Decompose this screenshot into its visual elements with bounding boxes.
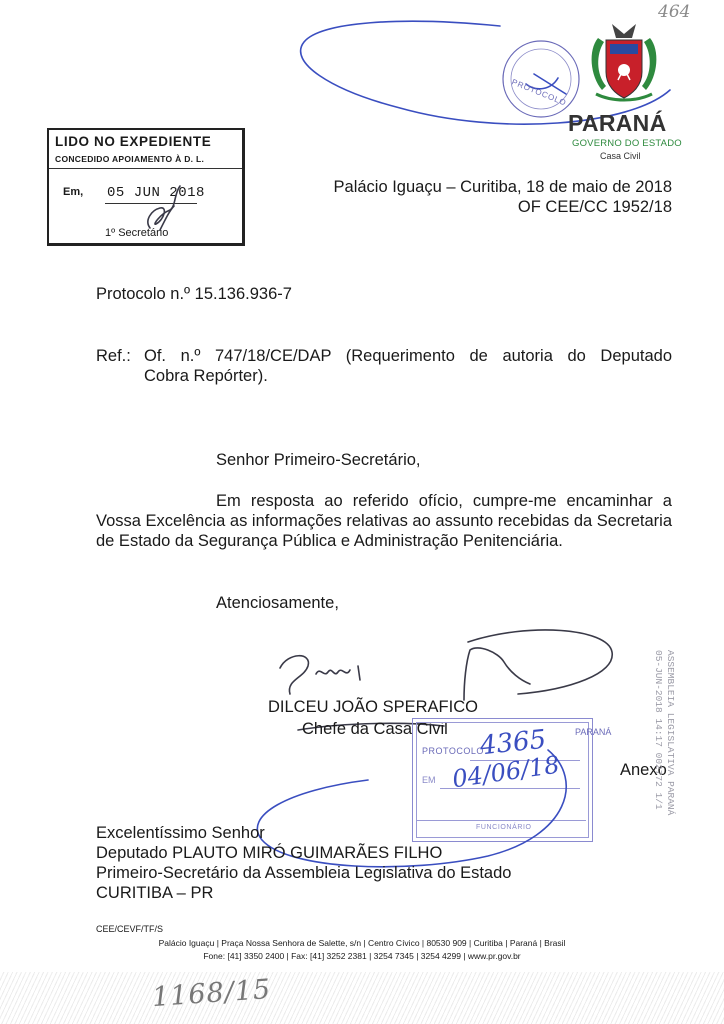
reference-label: Ref.: [96, 347, 131, 365]
recipient-salutation: Excelentíssimo Senhor [96, 824, 265, 842]
recipient-name: Deputado PLAUTO MIRÓ GUIMARÃES FILHO [96, 844, 443, 862]
lido-stamp-secretary: 1º Secretário [105, 227, 169, 239]
protocol-stamp-handwritten-date: 04/06/18 [450, 750, 562, 794]
footer-address: Palácio Iguaçu | Praça Nossa Senhora de Salette, s/n | Centro Cívico | 80530 909 | Curitiba | Paraná | Brasil [158, 938, 566, 948]
initials-signature [130, 180, 200, 240]
page-number-handwritten: 464 [658, 2, 691, 22]
brand-department: Casa Civil [600, 151, 641, 161]
coat-of-arms-icon [584, 20, 664, 106]
signatory-name: DILCEU JOÃO SPERAFICO [268, 698, 478, 716]
lido-stamp-date: 05 JUN 2018 [107, 185, 205, 201]
protocol-stamp-parana: PARANÁ [575, 727, 612, 737]
reference-text-line2: Cobra Repórter). [144, 367, 268, 385]
body-paragraph: Em resposta ao referido ofício, cumpre-me encaminhar a Vossa Excelência as informações relativas ao assunto recebidas da Secretaria de Estado da Segurança Pública e Administração Penitenciária. [96, 492, 672, 550]
signatory-title: Chefe da Casa Civil [302, 720, 448, 738]
lido-stamp-title: LIDO NO EXPEDIENTE [55, 134, 212, 149]
footer-code: CEE/CEVF/TF/S [96, 924, 164, 934]
annex: Anexo [620, 761, 667, 779]
recipient-title: Primeiro-Secretário da Assembleia Legislativa do Estado [96, 864, 512, 882]
vertical-stamp-line2: 05-JUN-2018 14:17 002772 1/1 [653, 650, 664, 810]
protocolo-seal-label: PROTOCOLO [510, 77, 568, 108]
scan-bottom-strip [0, 972, 724, 1024]
brand-name: PARANÁ [568, 110, 667, 136]
protocol-stamp-handwritten-number: 4365 [478, 724, 548, 762]
footer-contact: Fone: [41] 3350 2400 | Fax: [41] 3252 2381 | 3254 7345 | 3254 4299 | www.pr.gov.br [203, 951, 521, 961]
vertical-stamp-line1: ASSEMBLEIA LEGISLATIVA PARANÁ [665, 650, 676, 816]
lido-stamp-subtitle: CONCEDIDO APOIAMENTO À D. L. [55, 154, 205, 164]
office-number: OF CEE/CC 1952/18 [517, 198, 672, 216]
place-date: Palácio Iguaçu – Curitiba, 18 de maio de 2018 [333, 178, 672, 196]
vertical-receipt-stamp [652, 650, 676, 920]
lido-stamp-divider [49, 168, 242, 169]
recipient-city: CURITIBA – PR [96, 884, 214, 902]
protocol-number: Protocolo n.º 15.136.936-7 [96, 285, 292, 303]
closing: Atenciosamente, [216, 594, 339, 612]
protocol-stamp-label: PROTOCOLO [422, 746, 484, 756]
handwritten-number: 1168/15 [151, 973, 273, 1014]
reference-text-line1: Of. n.º 747/18/CE/DAP (Requerimento de autoria do Deputado [144, 347, 672, 365]
lido-stamp-em-label: Em, [63, 186, 84, 198]
protocol-stamp-em: EM [422, 775, 436, 785]
salutation: Senhor Primeiro-Secretário, [216, 451, 421, 469]
brand-government: GOVERNO DO ESTADO [572, 138, 682, 149]
protocol-stamp-functionary: FUNCIONÁRIO [476, 824, 532, 831]
